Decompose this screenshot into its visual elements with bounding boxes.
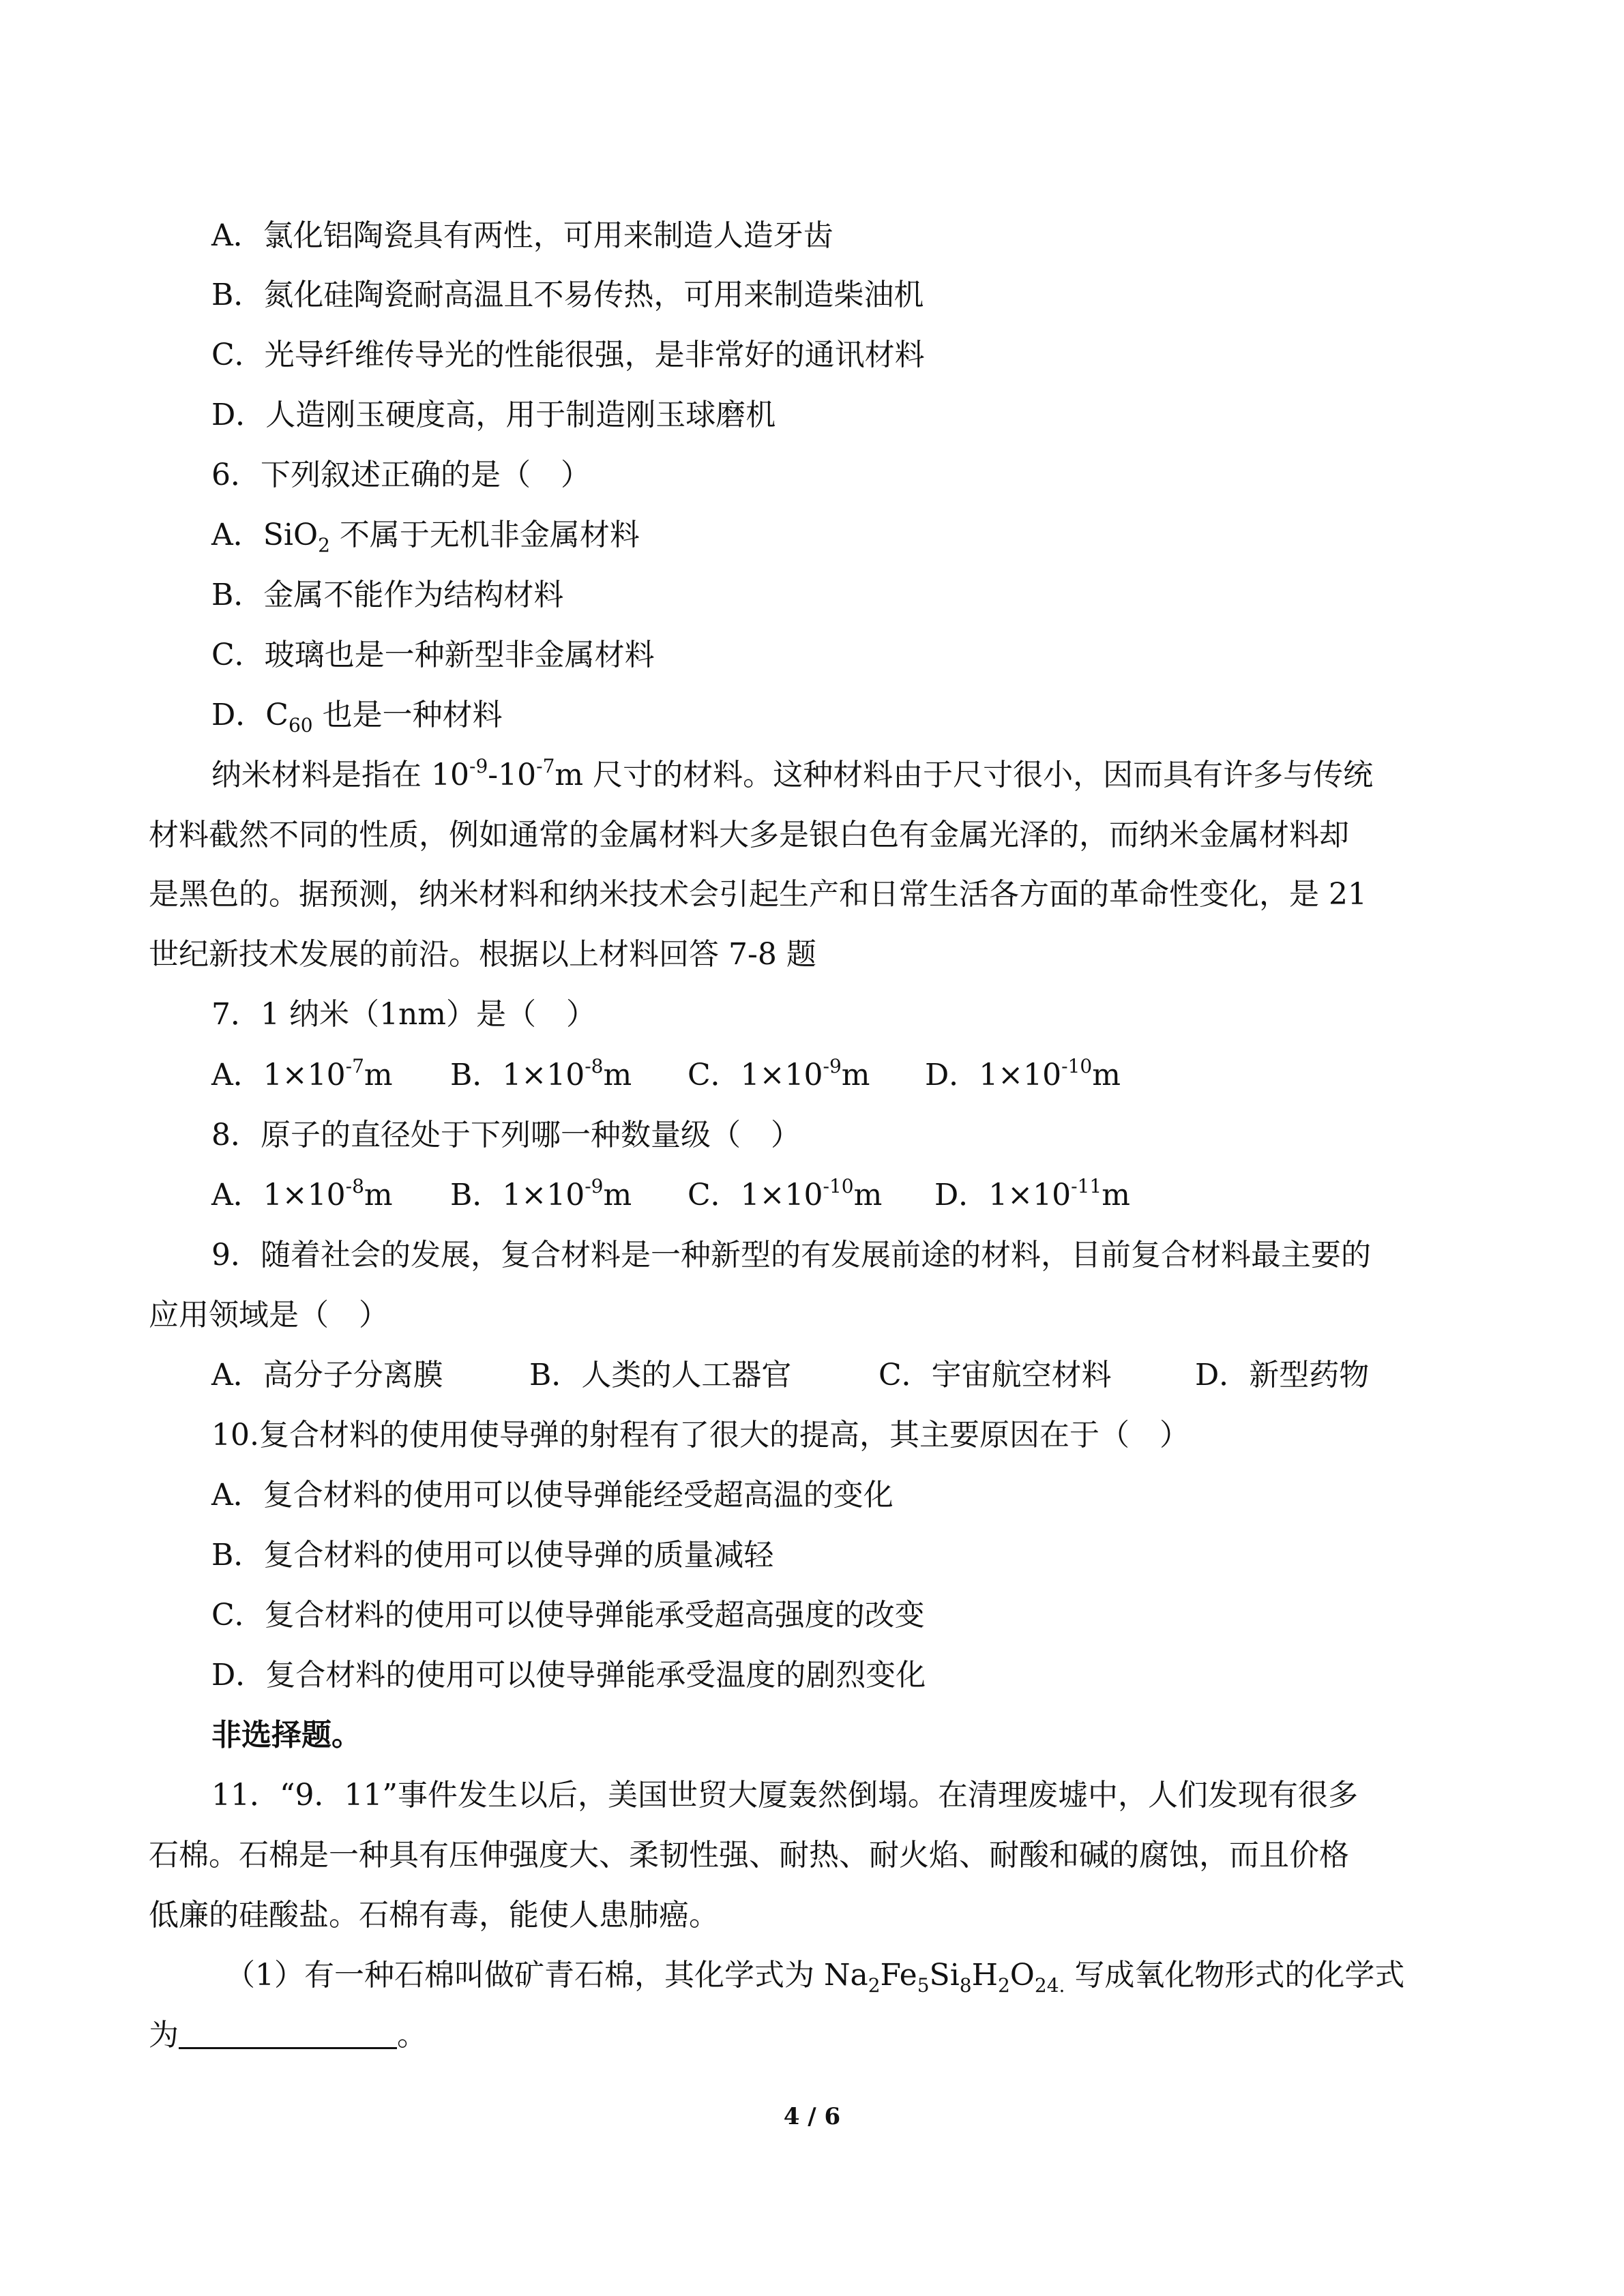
passage-line-2: 材料截然不同的性质，例如通常的金属材料大多是银白色有金属光泽的，而纳米金属材料却 [149,818,1349,852]
q8-options [0,1175,1624,1216]
q10-option-d: D．复合材料的使用可以使导弹能承受温度的剧烈变化 [211,1658,926,1693]
passage-line-1: 纳米材料是指在 $10^{-9}-10^{-7}m$ 尺寸的材料。这种材料由于尺寸很小，因而具有许多与传统 [211,755,1374,792]
q11-line-2: 石棉。石棉是一种具有压伸强度大、柔韧性强、耐热、耐火焰、耐酸和碱的腐蚀，而且价格 [149,1838,1349,1873]
q9-option-b: B．人类的人工器官 [529,1358,792,1392]
q5-option-c: C．光导纤维传导光的性能很强，是非常好的通讯材料 [211,338,925,372]
q5-option-a: A．氯化铝陶瓷具有两性，可用来制造人造牙齿 [211,218,833,253]
q9-option-d: D．新型药物 [1195,1358,1370,1392]
answer-blank[interactable] [179,2017,397,2049]
q10-option-c: C．复合材料的使用可以使导弹能承受超高强度的改变 [211,1598,925,1632]
passage-line-4: 世纪新技术发展的前沿。根据以上材料回答 7-8 题 [149,937,816,972]
q6-stem: 6．下列叙述正确的是（ ） [211,458,591,492]
q7-option-a: A．$1\times 10^{-7}m$ [211,1055,393,1092]
q11-part1-line-2: 为 。 [149,2018,427,2053]
q10-option-b: B．复合材料的使用可以使导弹的质量减轻 [211,1538,774,1572]
q8-stem: 8．原子的直径处于下列哪一种数量级（ ） [211,1118,801,1152]
q5-option-d: D．人造刚玉硬度高，用于制造刚玉球磨机 [211,398,776,432]
q9-stem-line-2: 应用领域是（ ） [149,1298,389,1332]
q11-part1-line-1: （1）有一种石棉叫做矿青石棉，其化学式为 $Na_2Fe_5Si_8H_2O_{24.}$ 写成氧化物形式的化学式 [225,1958,1405,1997]
q11-line-3: 低廉的硅酸盐。石棉有毒，能使人患肺癌。 [149,1898,719,1933]
q8-option-c: C．$1\times 10^{-10}m$ [688,1175,883,1212]
passage-line-3: 是黑色的。据预测，纳米材料和纳米技术会引起生产和日常生活各方面的革命性变化，是 21 [149,877,1367,912]
q7-options [0,1055,1624,1096]
q7-option-b: B．$1\times 10^{-8}m$ [450,1055,632,1092]
q6-option-d: D．$C_{60}$ 也是一种材料 [211,698,503,736]
q8-option-d: D．$1\times 10^{-11}m$ [934,1175,1130,1212]
q9-options [0,1355,1624,1396]
q10-stem: 10.复合材料的使用使导弹的射程有了很大的提高，其主要原因在于（ ） [211,1418,1190,1452]
q9-stem-line-1: 9．随着社会的发展，复合材料是一种新型的有发展前途的材料，目前复合材料最主要的 [211,1238,1371,1272]
q6-option-c: C．玻璃也是一种新型非金属材料 [211,638,655,672]
page-number: 4 / 6 [783,2103,841,2130]
section-title: 非选择题。 [211,1718,361,1753]
q5-option-b: B．氮化硅陶瓷耐高温且不易传热，可用来制造柴油机 [211,278,924,312]
q11-line-1: 11．“9．11”事件发生以后，美国世贸大厦轰然倒塌。在清理废墟中，人们发现有很多 [211,1778,1358,1813]
q9-option-a: A．高分子分离膜 [211,1358,443,1392]
q8-option-b: B．$1\times 10^{-9}m$ [450,1175,632,1212]
q6-option-a: A．SiO$_2$ 不属于无机非金属材料 [211,518,640,556]
q8-option-a: A．$1\times 10^{-8}m$ [211,1175,393,1212]
q9-option-c: C．宇宙航空材料 [879,1358,1112,1392]
q7-stem: 7．1 纳米（1nm）是（ ） [211,997,597,1032]
q10-option-a: A．复合材料的使用可以使导弹能经受超高温的变化 [211,1478,894,1512]
q7-option-d: D．$1\times 10^{-10}m$ [925,1055,1121,1092]
q6-option-b: B．金属不能作为结构材料 [211,578,564,612]
q7-option-c: C．$1\times 10^{-9}m$ [688,1055,870,1092]
